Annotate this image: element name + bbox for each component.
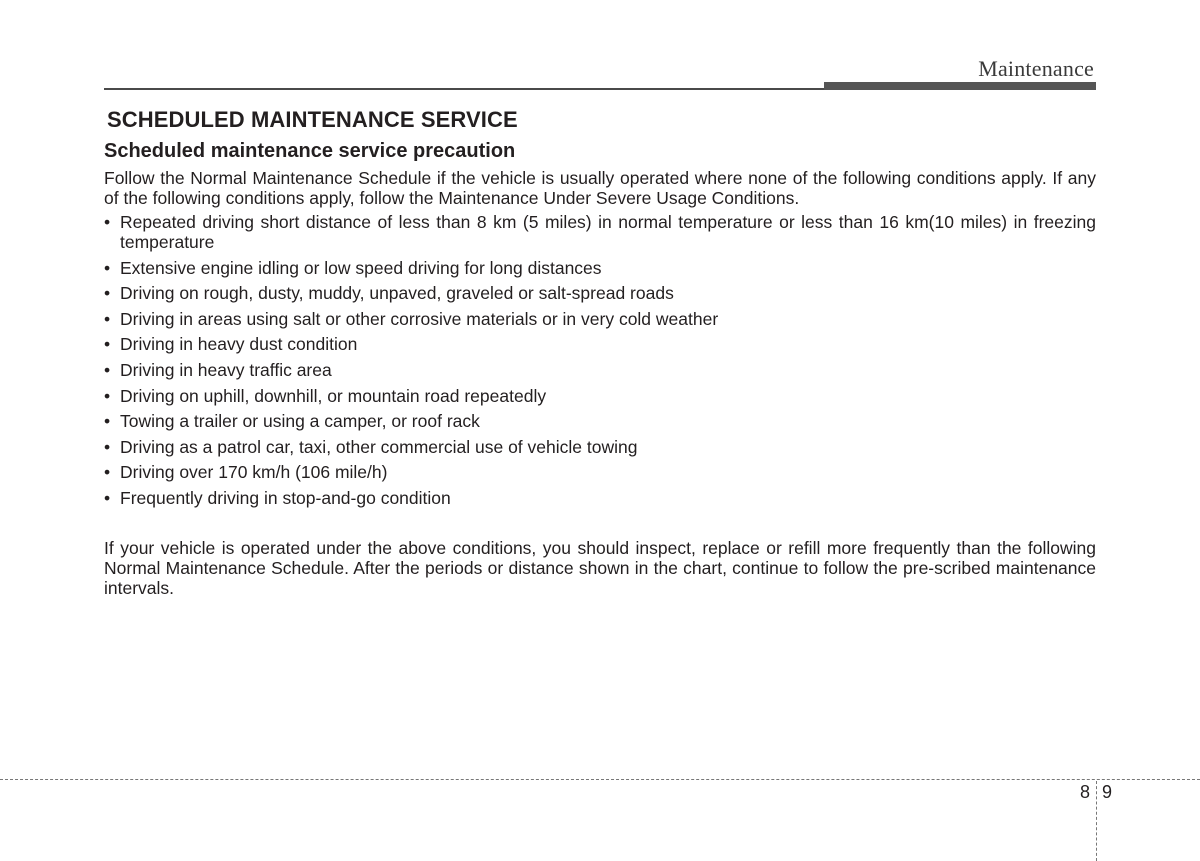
bullet-icon: • [104,257,111,278]
list-item [104,212,1096,252]
list-item [104,334,1096,354]
list-item-text: Driving in heavy dust condition [120,334,358,355]
footer-page-divider [1096,781,1097,861]
chapter-number: 8 [1080,782,1091,802]
list-item [104,283,1096,303]
bullet-icon: • [104,359,111,380]
closing-paragraph: If your vehicle is operated under the above conditions, you should inspect, replace or refill more frequently than the following Normal Maintenance Schedule. After the periods or distance shown in the chart, continue to follow the pre-scribed maintenance intervals. [104,537,1096,598]
bullet-icon: • [104,212,111,232]
list-item-text: Extensive engine idling or low speed driving for long distances [120,257,602,278]
bullet-icon: • [104,283,111,304]
bullet-icon: • [104,385,111,406]
list-item-text: Frequently driving in stop-and-go condition [120,487,451,508]
list-item [104,258,1096,278]
list-item-text: Driving in areas using salt or other corrosive materials or in very cold weather [120,308,719,329]
header-rule-bar [824,82,1096,90]
list-item [104,437,1096,457]
bullet-icon: • [104,308,111,329]
page-number: 9 [1102,782,1113,802]
footer-rule [0,779,1200,780]
list-item [104,488,1096,508]
header-rule [104,88,824,90]
running-header-title: Maintenance [978,56,1094,81]
list-item [104,360,1096,380]
list-item-text: Driving on uphill, downhill, or mountain road repeatedly [120,385,547,406]
list-item-text: Driving on rough, dusty, muddy, unpaved, graveled or salt-spread roads [120,283,674,304]
list-item [104,411,1096,431]
bullet-icon: • [104,334,111,355]
list-item [104,309,1096,329]
list-item-text: Driving as a patrol car, taxi, other commercial use of vehicle towing [120,436,638,457]
list-item [104,386,1096,406]
bullet-icon: • [104,411,111,432]
list-item-text: Towing a trailer or using a camper, or roof rack [120,411,480,432]
list-item-text: Driving over 170 km/h (106 mile/h) [120,462,388,483]
bullet-icon: • [104,487,111,508]
page-content [104,106,1096,598]
section-title: SCHEDULED MAINTENANCE SERVICE [107,107,518,132]
intro-paragraph: Follow the Normal Maintenance Schedule if the vehicle is usually operated where none of the following conditions apply. If any of the following conditions apply, follow the Maintenance Under Severe Usage Conditions. [104,168,1096,208]
subsection-title: Scheduled maintenance service precaution [104,140,516,162]
list-item-text: Repeated driving short distance of less than 8 km (5 miles) in normal temperature or less than 16 km(10 miles) in freezing temperature [120,212,1096,252]
conditions-list [104,212,1096,508]
bullet-icon: • [104,436,111,457]
list-item [104,462,1096,482]
bullet-icon: • [104,462,111,483]
list-item-text: Driving in heavy traffic area [120,359,332,380]
